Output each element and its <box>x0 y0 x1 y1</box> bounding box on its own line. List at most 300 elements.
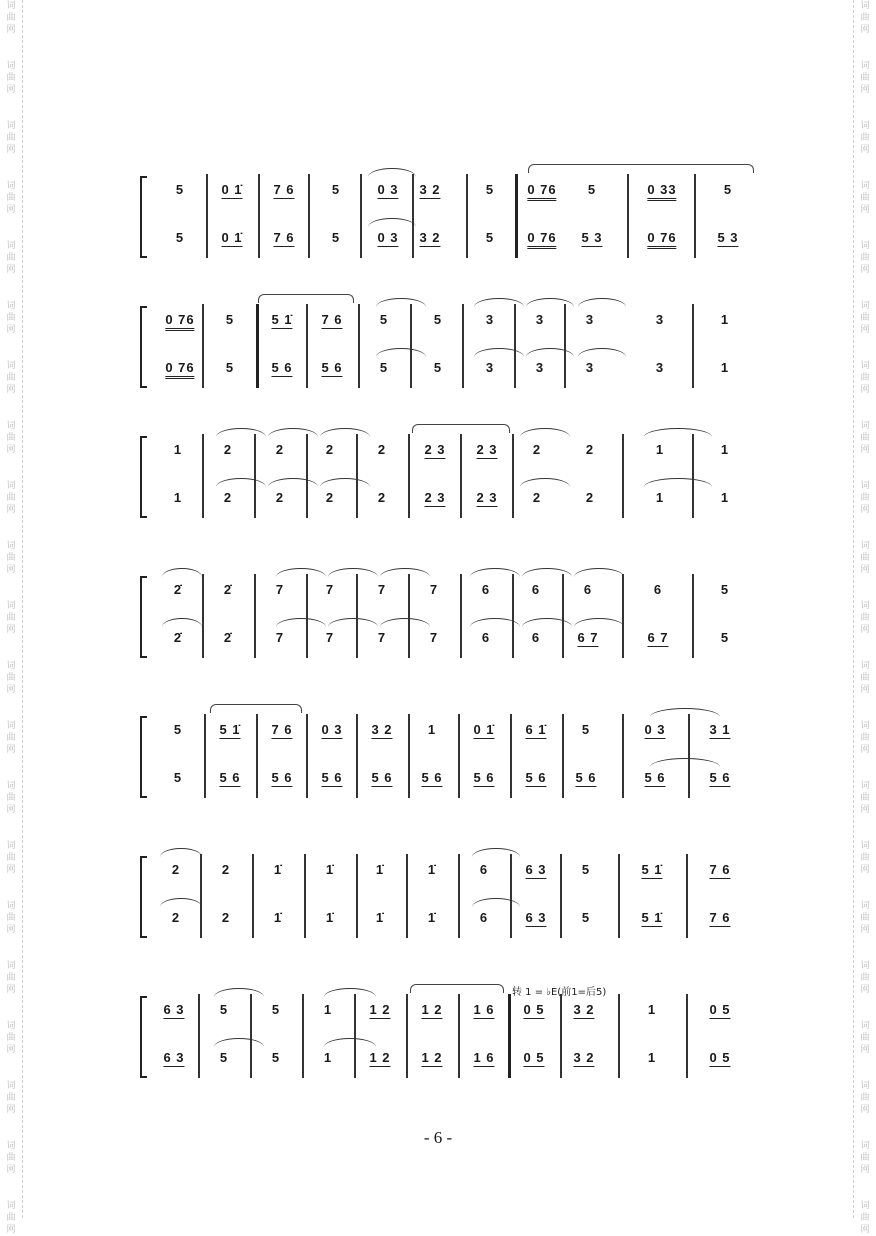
lower-part-note: 5 <box>433 360 443 375</box>
bar-line <box>198 994 200 1078</box>
upper-part-note: 5 <box>720 582 730 597</box>
watermark-glyph: 网 <box>6 505 16 515</box>
watermark-glyph: 网 <box>6 625 16 635</box>
lower-part-note: 7 <box>275 630 285 645</box>
lower-part-note: 1 2 <box>421 1050 443 1065</box>
upper-part-note: 7 <box>377 582 387 597</box>
watermark-glyph-column <box>4 360 18 396</box>
watermark-glyph: 网 <box>6 145 16 155</box>
watermark-glyph: 曲 <box>6 493 16 503</box>
watermark-glyph: 网 <box>6 1225 16 1235</box>
system-bracket <box>140 856 147 938</box>
upper-part-note: 5 <box>379 312 389 327</box>
lower-part-note: 5 6 <box>709 770 731 785</box>
watermark-glyph: 网 <box>860 805 870 815</box>
upper-part-note: 1 <box>647 1002 657 1017</box>
bar-line <box>306 434 308 518</box>
watermark-glyph: 曲 <box>860 613 870 623</box>
upper-part-note: 3 2 <box>419 182 441 197</box>
watermark-glyph: 网 <box>6 805 16 815</box>
lower-part-note: 5 6 <box>421 770 443 785</box>
watermark-glyph: 网 <box>860 145 870 155</box>
lower-part-note: 1 6 <box>473 1050 495 1065</box>
watermark-glyph-column <box>4 780 18 816</box>
tie-slur <box>644 478 712 487</box>
tie-slur <box>320 478 370 487</box>
tie-slur <box>526 348 574 357</box>
upper-part-note: 1 <box>173 442 183 457</box>
upper-part-note: 6 <box>481 582 491 597</box>
watermark-glyph: 曲 <box>6 793 16 803</box>
watermark-glyph-column <box>4 420 18 456</box>
bar-line <box>458 714 460 798</box>
lower-part-note: 2 3 <box>424 490 446 505</box>
upper-part-note: 3 <box>655 312 665 327</box>
upper-part-note: 5 1̇ <box>641 862 663 877</box>
bar-line <box>508 994 511 1078</box>
watermark-glyph: 网 <box>6 985 16 995</box>
bar-line <box>358 304 360 388</box>
watermark-glyph: 词 <box>860 241 870 251</box>
bar-line <box>560 994 562 1078</box>
watermark-glyph: 词 <box>6 121 16 131</box>
watermark-glyph: 网 <box>6 445 16 455</box>
bar-line <box>200 854 202 938</box>
lower-part-note: 5 6 <box>271 360 293 375</box>
system-bracket <box>140 176 147 258</box>
upper-part-note: 7 6 <box>709 862 731 877</box>
lower-part-note: 0 5 <box>709 1050 731 1065</box>
watermark-glyph: 网 <box>6 1045 16 1055</box>
bar-line <box>692 434 694 518</box>
lower-part-note: 5 6 <box>321 770 343 785</box>
watermark-glyph: 曲 <box>6 1153 16 1163</box>
tie-slur <box>474 298 524 307</box>
watermark-glyph: 网 <box>6 325 16 335</box>
watermark-glyph: 词 <box>860 1141 870 1151</box>
bar-line <box>412 174 414 258</box>
tie-slur <box>526 298 574 307</box>
bar-line <box>692 304 694 388</box>
watermark-glyph-column <box>858 840 872 876</box>
tie-slur <box>216 428 266 437</box>
watermark-glyph: 网 <box>6 565 16 575</box>
watermark-glyph: 曲 <box>860 493 870 503</box>
watermark-glyph-column <box>4 0 18 36</box>
lower-part-note: 5 <box>379 360 389 375</box>
watermark-glyph: 词 <box>6 901 16 911</box>
bar-line <box>622 714 624 798</box>
watermark-glyph-column <box>4 60 18 96</box>
watermark-glyph: 词 <box>860 1 870 11</box>
watermark-glyph-column <box>858 60 872 96</box>
upper-part-note: 0 3 <box>644 722 666 737</box>
tie-slur <box>578 348 626 357</box>
upper-part-note: 5 <box>723 182 733 197</box>
lower-part-note: 2 <box>223 490 233 505</box>
watermark-glyph: 网 <box>6 85 16 95</box>
upper-part-note: 0 76 <box>165 312 194 331</box>
tie-slur <box>268 428 318 437</box>
watermark-glyph: 曲 <box>860 1153 870 1163</box>
lower-part-note: 1 <box>720 360 730 375</box>
bar-line <box>515 174 518 258</box>
upper-part-note: 1 <box>720 312 730 327</box>
lower-part-note: 2 3 <box>476 490 498 505</box>
watermark-glyph: 词 <box>6 661 16 671</box>
tie-slur <box>472 898 520 907</box>
tie-slur <box>160 898 202 907</box>
lower-part-note: 5 6 <box>575 770 597 785</box>
upper-part-note: 1 2 <box>369 1002 391 1017</box>
lower-part-note: 5 <box>175 230 185 245</box>
watermark-glyph-column <box>4 300 18 336</box>
bar-line <box>356 854 358 938</box>
watermark-glyph: 网 <box>860 385 870 395</box>
watermark-glyph: 词 <box>860 1021 870 1031</box>
watermark-glyph-column <box>858 1080 872 1116</box>
upper-part-note: 3 2 <box>371 722 393 737</box>
watermark-glyph: 网 <box>6 925 16 935</box>
watermark-glyph: 网 <box>6 385 16 395</box>
lower-part-note: 7 <box>377 630 387 645</box>
tie-slur <box>268 478 318 487</box>
lower-part-note: 3 <box>585 360 595 375</box>
lower-part-note: 2 <box>325 490 335 505</box>
watermark-glyph-column <box>858 240 872 276</box>
watermark-glyph: 曲 <box>860 433 870 443</box>
upper-part-note: 6 <box>479 862 489 877</box>
watermark-glyph: 曲 <box>860 13 870 23</box>
tie-slur <box>578 298 626 307</box>
phrase-bracket <box>528 164 754 173</box>
lower-part-note: 0 76 <box>165 360 194 379</box>
watermark-glyph: 词 <box>6 181 16 191</box>
watermark-glyph-column <box>858 180 872 216</box>
page-number: - 6 - <box>423 1128 453 1147</box>
watermark-glyph: 曲 <box>6 313 16 323</box>
tie-slur <box>162 568 202 577</box>
watermark-glyph: 网 <box>860 325 870 335</box>
watermark-glyph: 曲 <box>860 673 870 683</box>
lower-part-note: 5 6 <box>644 770 666 785</box>
watermark-glyph: 网 <box>860 265 870 275</box>
watermark-glyph: 网 <box>860 745 870 755</box>
watermark-glyph: 网 <box>860 865 870 875</box>
tie-slur <box>574 568 624 577</box>
upper-part-note: 6 <box>583 582 593 597</box>
bar-line <box>308 174 310 258</box>
tie-slur <box>520 428 570 437</box>
watermark-glyph: 曲 <box>6 73 16 83</box>
watermark-glyph: 曲 <box>6 1213 16 1223</box>
bar-line <box>256 714 258 798</box>
tie-slur <box>320 428 370 437</box>
bar-line <box>510 714 512 798</box>
watermark-glyph-column <box>858 540 872 576</box>
lower-part-note: 0 76 <box>527 230 556 249</box>
watermark-glyph: 曲 <box>6 733 16 743</box>
bar-line <box>302 994 304 1078</box>
score-system <box>140 160 765 260</box>
watermark-glyph-column <box>4 960 18 996</box>
lower-part-note: 5 <box>225 360 235 375</box>
watermark-glyph: 词 <box>860 841 870 851</box>
upper-part-note: 5 <box>225 312 235 327</box>
bar-line <box>360 174 362 258</box>
bar-line <box>202 304 204 388</box>
lower-part-note: 5 <box>331 230 341 245</box>
upper-part-note: 3 <box>585 312 595 327</box>
tie-slur <box>376 298 426 307</box>
bar-line <box>562 714 564 798</box>
lower-part-note: 2 <box>532 490 542 505</box>
lower-part-note: 1̇ <box>375 910 385 925</box>
upper-part-note: 3 2 <box>573 1002 595 1017</box>
lower-part-note: 2 <box>221 910 231 925</box>
watermark-glyph: 曲 <box>6 253 16 263</box>
upper-part-note: 6 3 <box>163 1002 185 1017</box>
lower-part-note: 0 1̇ <box>221 230 243 245</box>
watermark-glyph-column <box>858 1200 872 1236</box>
lower-part-note: 0 5 <box>523 1050 545 1065</box>
upper-part-note: 7 <box>429 582 439 597</box>
watermark-glyph: 曲 <box>6 1033 16 1043</box>
lower-part-note: 5 6 <box>271 770 293 785</box>
watermark-glyph: 词 <box>860 721 870 731</box>
lower-part-note: 5 6 <box>321 360 343 375</box>
watermark-glyph: 曲 <box>6 613 16 623</box>
watermark-glyph-column <box>4 1200 18 1236</box>
upper-part-note: 6 3 <box>525 862 547 877</box>
watermark-glyph-column <box>4 180 18 216</box>
watermark-glyph: 词 <box>6 1 16 11</box>
tie-slur <box>650 758 720 767</box>
watermark-glyph: 词 <box>860 1081 870 1091</box>
watermark-glyph: 网 <box>6 745 16 755</box>
watermark-glyph-column <box>858 120 872 156</box>
watermark-glyph-column <box>858 660 872 696</box>
upper-part-note: 3 1 <box>709 722 731 737</box>
upper-part-note: 2̇ <box>223 582 233 597</box>
system-bracket <box>140 306 147 388</box>
lower-part-note: 1̇ <box>273 910 283 925</box>
bar-line <box>250 994 252 1078</box>
upper-part-note: 0 1̇ <box>473 722 495 737</box>
upper-part-note: 5 1̇ <box>271 312 293 327</box>
bar-line <box>410 304 412 388</box>
watermark-glyph: 网 <box>6 865 16 875</box>
bar-line <box>206 174 208 258</box>
upper-part-note: 5 <box>433 312 443 327</box>
upper-part-note: 5 <box>587 182 597 197</box>
bar-line <box>692 574 694 658</box>
upper-part-note: 3 <box>535 312 545 327</box>
upper-part-note: 5 <box>219 1002 229 1017</box>
watermark-glyph: 网 <box>860 1165 870 1175</box>
tie-slur <box>522 618 572 627</box>
bar-line <box>564 304 566 388</box>
score-system <box>140 980 765 1080</box>
watermark-glyph: 网 <box>860 685 870 695</box>
lower-part-note: 3 2 <box>419 230 441 245</box>
upper-part-note: 1 6 <box>473 1002 495 1017</box>
tie-slur <box>522 568 572 577</box>
upper-part-note: 1 <box>720 442 730 457</box>
tie-slur <box>470 568 520 577</box>
watermark-glyph: 词 <box>6 721 16 731</box>
tie-slur <box>650 708 720 717</box>
tie-slur <box>276 568 326 577</box>
bar-line <box>627 174 629 258</box>
bar-line <box>512 574 514 658</box>
watermark-glyph-column <box>858 900 872 936</box>
watermark-glyph: 网 <box>860 925 870 935</box>
watermark-glyph: 网 <box>860 205 870 215</box>
tie-slur <box>214 1038 264 1047</box>
bar-line <box>406 994 408 1078</box>
upper-part-note: 1̇ <box>427 862 437 877</box>
lower-part-note: 6 <box>481 630 491 645</box>
watermark-glyph: 词 <box>6 421 16 431</box>
watermark-glyph: 词 <box>860 901 870 911</box>
bar-line <box>458 994 460 1078</box>
upper-part-note: 6 <box>653 582 663 597</box>
key-change-text: 转 1 = ♭E(前1=后5) <box>512 987 607 998</box>
watermark-glyph: 词 <box>860 121 870 131</box>
lower-part-note: 7 <box>429 630 439 645</box>
lower-part-note: 2̇ <box>223 630 233 645</box>
lower-part-note: 5 3 <box>581 230 603 245</box>
bar-line <box>460 434 462 518</box>
watermark-glyph: 曲 <box>6 973 16 983</box>
watermark-glyph-column <box>858 420 872 456</box>
watermark-glyph: 曲 <box>860 553 870 563</box>
tie-slur <box>520 478 570 487</box>
watermark-glyph: 网 <box>860 25 870 35</box>
bar-line <box>258 174 260 258</box>
watermark-glyph: 词 <box>860 781 870 791</box>
lower-part-note: 3 <box>535 360 545 375</box>
lower-part-note: 5 <box>173 770 183 785</box>
upper-part-note: 7 6 <box>321 312 343 327</box>
bar-line <box>202 574 204 658</box>
tie-slur <box>380 568 430 577</box>
watermark-glyph: 网 <box>860 445 870 455</box>
watermark-glyph: 网 <box>860 505 870 515</box>
bar-line <box>304 854 306 938</box>
lower-part-note: 1̇ <box>427 910 437 925</box>
watermark-glyph: 词 <box>6 1021 16 1031</box>
bar-line <box>694 174 696 258</box>
watermark-glyph: 词 <box>860 421 870 431</box>
lower-part-note: 5 1̇ <box>641 910 663 925</box>
lower-part-note: 2 <box>171 910 181 925</box>
watermark-glyph: 曲 <box>860 313 870 323</box>
watermark-glyph-column <box>4 120 18 156</box>
lower-part-note: 1 <box>655 490 665 505</box>
tie-slur <box>328 618 378 627</box>
watermark-glyph: 网 <box>860 1045 870 1055</box>
bar-line <box>354 994 356 1078</box>
upper-part-note: 5 <box>271 1002 281 1017</box>
bar-line <box>254 434 256 518</box>
bar-line <box>622 434 624 518</box>
watermark-glyph: 词 <box>6 301 16 311</box>
watermark-glyph-column <box>4 660 18 696</box>
watermark-glyph-column <box>4 720 18 756</box>
lower-part-note: 5 6 <box>371 770 393 785</box>
bar-line <box>510 854 512 938</box>
bar-line <box>458 854 460 938</box>
upper-part-note: 0 1̇ <box>221 182 243 197</box>
watermark-glyph-column <box>4 240 18 276</box>
watermark-glyph-column <box>858 600 872 636</box>
upper-part-note: 2 <box>223 442 233 457</box>
watermark-glyph: 词 <box>6 361 16 371</box>
lower-part-note: 2 <box>585 490 595 505</box>
watermark-glyph: 词 <box>6 781 16 791</box>
watermark-glyph: 词 <box>6 1201 16 1211</box>
watermark-glyph-column <box>4 540 18 576</box>
watermark-glyph: 网 <box>6 265 16 275</box>
watermark-glyph: 曲 <box>6 553 16 563</box>
bar-line <box>306 304 308 388</box>
upper-part-note: 0 33 <box>647 182 676 201</box>
upper-part-note: 1 <box>427 722 437 737</box>
lower-part-note: 5 <box>485 230 495 245</box>
upper-part-note: 7 <box>325 582 335 597</box>
bar-line <box>618 994 620 1078</box>
upper-part-note: 2 <box>221 862 231 877</box>
upper-part-note: 1 <box>655 442 665 457</box>
watermark-glyph: 曲 <box>860 853 870 863</box>
watermark-glyph: 词 <box>860 601 870 611</box>
lower-part-note: 6 7 <box>647 630 669 645</box>
lower-part-note: 1 <box>720 490 730 505</box>
lower-part-note: 5 6 <box>219 770 241 785</box>
tie-slur <box>368 218 416 227</box>
tie-slur <box>160 848 202 857</box>
watermark-glyph-column <box>858 360 872 396</box>
bar-line <box>462 304 464 388</box>
upper-part-note: 2 <box>275 442 285 457</box>
watermark-glyph-column <box>4 480 18 516</box>
watermark-glyph: 网 <box>860 625 870 635</box>
watermark-glyph: 曲 <box>6 13 16 23</box>
watermark-glyph-column <box>858 720 872 756</box>
watermark-glyph: 曲 <box>860 1033 870 1043</box>
upper-part-note: 2 3 <box>476 442 498 457</box>
watermark-glyph-column <box>858 780 872 816</box>
bar-line <box>618 854 620 938</box>
bar-line <box>466 174 468 258</box>
system-bracket <box>140 716 147 798</box>
lower-part-note: 6 3 <box>525 910 547 925</box>
tie-slur <box>368 168 416 177</box>
bar-line <box>512 434 514 518</box>
phrase-bracket <box>210 704 302 713</box>
bar-line <box>252 854 254 938</box>
upper-part-note: 6 <box>531 582 541 597</box>
upper-part-note: 7 <box>275 582 285 597</box>
watermark-glyph: 网 <box>6 1165 16 1175</box>
phrase-bracket <box>258 294 354 303</box>
watermark-glyph: 网 <box>860 85 870 95</box>
watermark-glyph: 曲 <box>860 73 870 83</box>
watermark-glyph: 网 <box>860 565 870 575</box>
tie-slur <box>324 988 376 997</box>
